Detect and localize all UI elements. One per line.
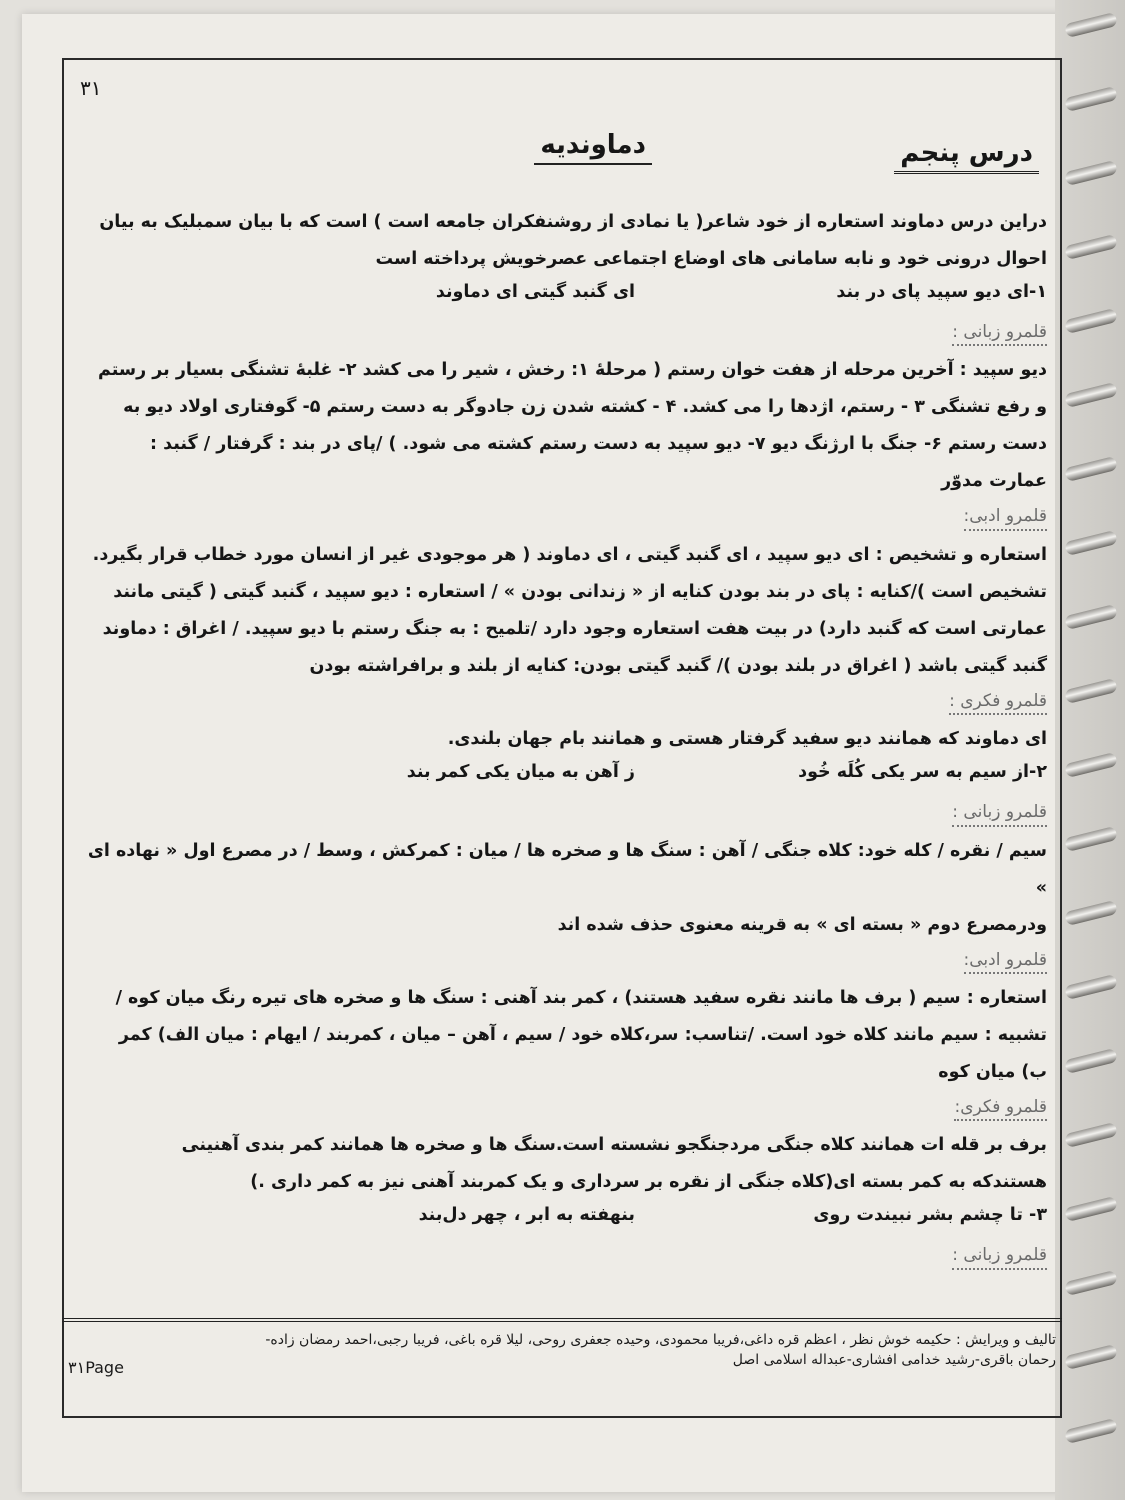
section-line: هستندکه به کمر بسته ای(کلاه جنگی از نقره بر سرداری و یک کمربند آهنی نیز به کمر داری .) [250, 1172, 1047, 1193]
section-literary-2 [72, 944, 1047, 1091]
spiral-binding [1055, 0, 1125, 1500]
binding-coil [1064, 12, 1118, 38]
binding-coil [1064, 530, 1118, 556]
section-line: ب) میان کوه [938, 1061, 1047, 1082]
binding-coil [1064, 86, 1118, 112]
section-linguistic-1 [72, 316, 1047, 500]
section-line: سیم / نقره / کله خود: کلاه جنگی / آهن : سنگ ها و صخره ها / میان : کمرکش ، وسط / در مصرع اول « نهاده ای » [87, 840, 1047, 898]
verse-1-hemistich-2: ای گنبد گیتی ای دماوند [435, 282, 635, 302]
section-line: دست رستم ۶- جنگ با ارژنگ دیو ۷- دیو سپید به دست رستم کشته می شود. ) /پای در بند : گرفتار / گنبد : [150, 434, 1047, 455]
section-line: ودرمصرع دوم « بسته ای » به قرینه معنوی حذف شده اند [557, 914, 1047, 935]
page-content [72, 66, 1047, 1276]
section-heading: قلمرو ادبی: [964, 506, 1048, 530]
section-line: استعاره و تشخیص : ای دیو سپید ، ای گنبد گیتی ، ای دماوند ( هر موجودی غیر از انسان مورد خطاب قرار بگیرد. [92, 544, 1047, 565]
verse-3 [72, 1201, 1047, 1239]
footer-rule [62, 1318, 1062, 1322]
section-thematic-2 [72, 1091, 1047, 1201]
section-heading: قلمرو زبانی : [952, 1245, 1047, 1269]
verse-2-hemistich-1: ۲-از سیم به سر یکی کُلَه خُود [798, 762, 1047, 783]
verse-2 [72, 758, 1047, 796]
binding-coil [1064, 160, 1118, 186]
section-heading: قلمرو زبانی : [952, 802, 1047, 826]
section-heading: قلمرو زبانی : [952, 322, 1047, 346]
footer-authors-line-1: تالیف و ویرایش : حکیمه خوش نظر ، اعظم قره داغی،فریبا محمودی، وحیده جعفری روحی، لیلا قره باغی، فریبا رجبی،احمد رمضان زاده- [265, 1332, 1056, 1348]
verse-1-hemistich-1: ۱-ای دیو سپید پای در بند [836, 282, 1047, 302]
section-line: تشخیص است )/کنایه : پای در بند بودن کنایه از « زندانی بودن » / استعاره : دیو سپید ، گنبد گیتی ( گیتی مانند [113, 581, 1047, 602]
binding-coil [1064, 1344, 1118, 1370]
section-line: عمارت مدوّر [941, 471, 1047, 492]
section-line: عمارتی است که گنبد دارد) در بیت هفت استعاره وجود دارد /تلمیح : به جنگ رستم با دیو سپید. / اغراق : دماوند [102, 618, 1047, 639]
binding-coil [1064, 900, 1118, 926]
section-line: استعاره : سیم ( برف ها مانند نقره سفید هستند) ، کمر بند آهنی : سنگ ها و صخره های تیره رنگ میان کوه / [115, 987, 1047, 1008]
section-line: برف بر قله ات همانند کلاه جنگی مردجنگجو نشسته است.سنگ ها و صخره ها همانند کمر بندی آهنینی [181, 1135, 1047, 1156]
intro-paragraph [72, 204, 1047, 278]
verse-2-hemistich-2: ز آهن به میان یکی کمر بند [406, 762, 635, 783]
binding-coil [1064, 752, 1118, 778]
section-line: گنبد گیتی باشد ( اغراق در بلند بودن )/ گنبد گیتی بودن: کنایه از بلند و برافراشته بودن [309, 655, 1047, 676]
section-heading: قلمرو فکری: [954, 1097, 1047, 1121]
verse-1 [72, 278, 1047, 316]
intro-line: دراین درس دماوند استعاره از خود شاعر( یا نمادی از روشنفکران جامعه است ) است که با بیان سمبلیک به بیان [99, 212, 1047, 232]
binding-coil [1064, 1122, 1118, 1148]
section-heading: قلمرو فکری : [949, 691, 1047, 715]
binding-coil [1064, 234, 1118, 260]
page-number: ۳۱ [80, 76, 102, 100]
binding-coil [1064, 1048, 1118, 1074]
section-literary-1 [72, 500, 1047, 684]
binding-coil [1064, 678, 1118, 704]
title-row [72, 130, 1047, 204]
section-thematic-1 [72, 685, 1047, 758]
page-footer [62, 1318, 1062, 1377]
verse-3-hemistich-1: ۳- تا چشم بشر نبیندت روی [813, 1205, 1047, 1226]
binding-coil [1064, 1270, 1118, 1296]
binding-coil [1064, 826, 1118, 852]
footer-page-label: ۳۱Page [68, 1358, 124, 1377]
binding-coil [1064, 604, 1118, 630]
section-linguistic-2 [72, 796, 1047, 943]
binding-coil [1064, 382, 1118, 408]
verse-3-hemistich-2: بنهفته به ابر ، چهر دل‌بند [418, 1205, 635, 1226]
section-heading: قلمرو ادبی: [964, 950, 1048, 974]
binding-coil [1064, 308, 1118, 334]
binding-coil [1064, 456, 1118, 482]
section-line: ای دماوند که همانند دیو سفید گرفتار هستی و همانند بام جهان بلندی. [447, 729, 1047, 750]
binding-coil [1064, 1196, 1118, 1222]
section-line: تشبیه : سیم مانند کلاه خود است. /تناسب: سر،کلاه خود / سیم ، آهن – میان ، کمربند / ایهام : میان الف) کمر [118, 1024, 1047, 1045]
binding-coil [1064, 1418, 1118, 1444]
poem-title: دماوندیه [534, 130, 652, 165]
section-line: و رفع تشنگی ۳ - رستم، اژدها را می کشد. ۴ - کشته شدن زن جادوگر به دست رستم ۵- گوفتاری اولاد دیو به [123, 397, 1047, 418]
lesson-title: درس پنجم [894, 138, 1039, 174]
intro-line: احوال درونی خود و نابه سامانی های اوضاع اجتماعی عصرخویش پرداخته است [375, 249, 1047, 269]
binding-coil [1064, 974, 1118, 1000]
footer-authors-line-2: رحمان باقری-رشید خدامی افشاری-عبداله اسلامی اصل [732, 1352, 1056, 1368]
section-line: دیو سپید : آخرین مرحله از هفت خوان رستم ( مرحلهٔ ۱: رخش ، شیر را می کشد ۲- غلبهٔ تشنگی بسیار بر رستم [98, 360, 1047, 381]
section-linguistic-3 [72, 1239, 1047, 1275]
